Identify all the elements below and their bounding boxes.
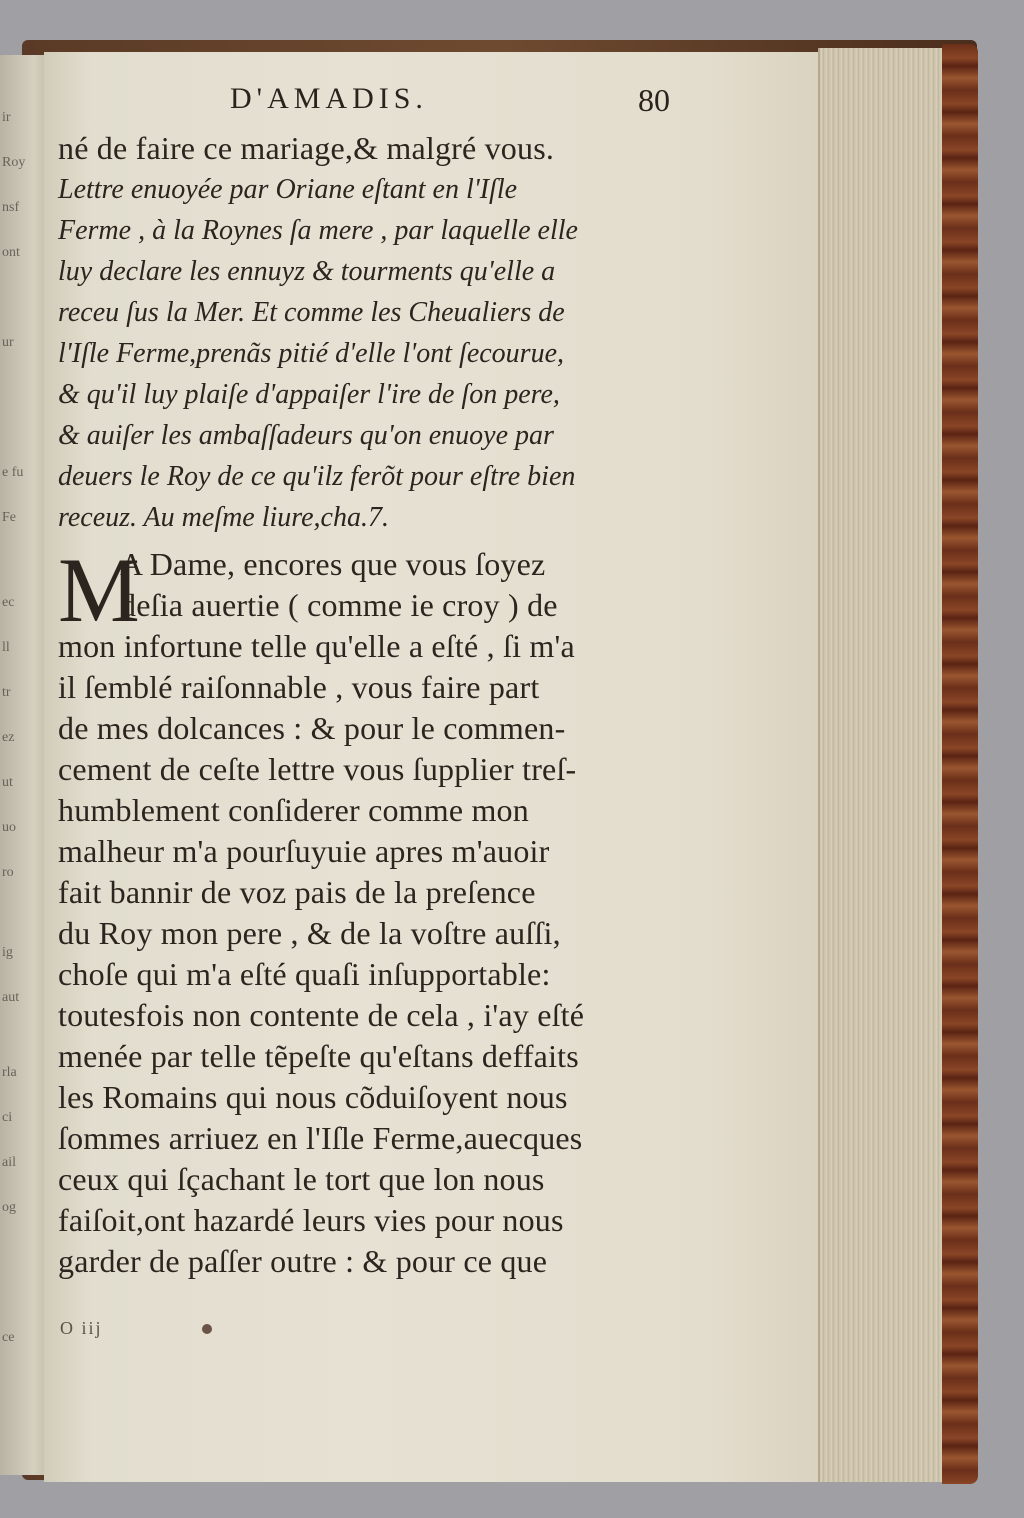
heading-line: receuz. Au meſme liure,cha.7.: [58, 502, 389, 533]
prev-fragment: og: [2, 1200, 16, 1215]
text-line: il ſemblé raiſonnable , vous faire part: [58, 669, 540, 705]
text-line: toutesfois non contente de cela , i'ay eſté: [58, 997, 585, 1033]
prev-fragment: rla: [2, 1065, 17, 1080]
text-line: menée par telle tẽpeſte qu'eſtans deffaits: [58, 1038, 579, 1074]
prev-fragment: aut: [2, 990, 20, 1005]
ink-spot: [202, 1324, 212, 1334]
text-line: né de faire ce mariage,& malgré vous.: [58, 130, 555, 166]
page-header: [230, 82, 690, 122]
prev-fragment: ur: [2, 335, 14, 350]
previous-page-edge: [0, 55, 48, 1475]
heading-line: Ferme , à la Roynes ſa mere , par laquelle elle: [58, 215, 578, 246]
heading-line: luy declare les ennuyz & tourments qu'elle a: [58, 256, 556, 287]
prev-fragment: ll: [2, 640, 10, 655]
page-block-edges: [818, 48, 946, 1482]
prev-fragment: ail: [2, 1155, 16, 1170]
text-line: les Romains qui nous cõduiſoyent nous: [58, 1079, 568, 1115]
heading-line: receu ſus la Mer. Et comme les Cheualiers de: [58, 297, 565, 328]
text-line: choſe qui m'a eſté quaſi inſupportable:: [58, 956, 551, 992]
heading-line: & auiſer les ambaſſadeurs qu'on enuoye par: [58, 420, 554, 451]
text-line: faiſoit,ont hazardé leurs vies pour nous: [58, 1202, 564, 1238]
text-line: malheur m'a pourſuyuie apres m'auoir: [58, 833, 550, 869]
prev-fragment: tr: [2, 685, 11, 700]
text-line: fait bannir de voz pais de la preſence: [58, 874, 536, 910]
text-line: mon infortune telle qu'elle a eſté , ſi m'a: [58, 628, 575, 664]
prev-fragment: ro: [2, 865, 14, 880]
running-title: D'AMADIS.: [230, 82, 428, 115]
prev-fragment: ir: [2, 110, 11, 125]
prev-fragment: Roy: [2, 155, 26, 170]
heading-line: & qu'il luy plaiſe d'appaiſer l'ire de ſon pere,: [58, 379, 560, 410]
prev-fragment: ez: [2, 730, 15, 745]
signature-mark: O iij: [60, 1318, 103, 1338]
text-line: deſia auertie ( comme ie croy ) de: [120, 587, 558, 623]
text-line: garder de paſſer outre : & pour ce que: [58, 1243, 548, 1279]
prev-fragment: ec: [2, 595, 15, 610]
text-block: [58, 128, 693, 1282]
text-line: ſommes arriuez en l'Iſle Ferme,auecques: [58, 1120, 583, 1156]
prev-fragment: ont: [2, 245, 20, 260]
prev-fragment: uo: [2, 820, 16, 835]
heading-line: l'Iſle Ferme,prenãs pitié d'elle l'ont ſecourue,: [58, 338, 565, 369]
leather-spine: [942, 44, 978, 1484]
text-line: cement de ceſte lettre vous ſupplier treſ-: [58, 751, 577, 787]
drop-capital: M: [58, 539, 140, 641]
prev-fragment: e fu: [2, 465, 24, 480]
text-line: A Dame, encores que vous ſoyez: [120, 546, 546, 582]
opening-paragraph: [58, 539, 693, 641]
text-line: ceux qui ſçachant le tort que lon nous: [58, 1161, 545, 1197]
prev-fragment: ig: [2, 945, 13, 960]
text-line: de mes dolcances : & pour le commen-: [58, 710, 566, 746]
heading-line: Lettre enuoyée par Oriane eſtant en l'Iſle: [58, 174, 518, 205]
folio-number: 80: [638, 82, 670, 118]
heading-line: deuers le Roy de ce qu'ilz ferõt pour eſtre bien: [58, 461, 576, 492]
text-line: humblement conſiderer comme mon: [58, 792, 529, 828]
prev-fragment: ut: [2, 775, 13, 790]
prev-fragment: ce: [2, 1330, 15, 1345]
prev-fragment: nsf: [2, 200, 20, 215]
prev-fragment: ci: [2, 1110, 13, 1125]
text-line: du Roy mon pere , & de la voſtre auſſi,: [58, 915, 561, 951]
prev-fragment: Fe: [2, 510, 16, 525]
